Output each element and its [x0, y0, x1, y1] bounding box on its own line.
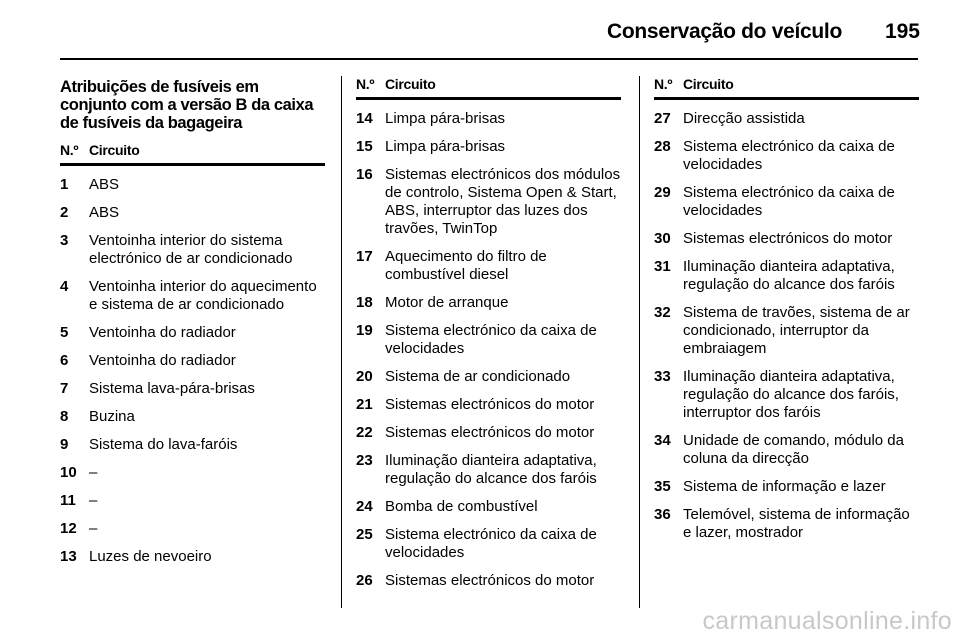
- fuse-circuit: –: [89, 464, 98, 481]
- table-row: [654, 368, 919, 422]
- table-row: [60, 520, 325, 538]
- fuse-circuit: Aquecimento do filtro de combustível diesel: [385, 248, 547, 283]
- table-row: [356, 396, 621, 414]
- fuse-circuit: Sistema electrónico da caixa de velocidades: [683, 184, 895, 219]
- header-number: N.º: [654, 76, 673, 92]
- table-row: [60, 492, 325, 510]
- fuse-circuit: Sistema electrónico da caixa de velocidades: [385, 322, 597, 357]
- fuse-number: 31: [654, 258, 671, 275]
- table-row: [60, 464, 325, 482]
- header-circuit: Circuito: [683, 76, 734, 92]
- column-2: [356, 76, 621, 590]
- fuse-circuit: ABS: [89, 176, 120, 193]
- table-row: [60, 380, 325, 398]
- page-number: 195: [884, 20, 920, 43]
- fuse-number: 7: [60, 380, 69, 397]
- fuse-number: 25: [356, 526, 373, 543]
- fuse-circuit: Sistema de informação e lazer: [683, 478, 886, 495]
- table-row: [60, 232, 325, 268]
- table-header: [356, 76, 621, 100]
- table-row: [654, 478, 919, 496]
- table-row: [654, 110, 919, 128]
- fuse-number: 21: [356, 396, 373, 413]
- fuse-circuit: Motor de arranque: [385, 294, 509, 311]
- fuse-number: 30: [654, 230, 671, 247]
- table-row: [356, 294, 621, 312]
- fuse-circuit: Telemóvel, sistema de informação e lazer, mostrador: [683, 506, 910, 541]
- fuse-number: 6: [60, 352, 69, 369]
- fuse-circuit: Sistemas electrónicos do motor: [683, 230, 893, 247]
- fuse-number: 3: [60, 232, 69, 249]
- fuse-number: 27: [654, 110, 671, 127]
- fuse-circuit: Luzes de nevoeiro: [89, 548, 212, 565]
- fuse-circuit: Ventoinha interior do sistema electrónico de ar condicionado: [89, 232, 293, 267]
- fuse-circuit: Sistemas electrónicos do motor: [385, 396, 595, 413]
- table-row: [654, 432, 919, 468]
- fuse-circuit: Sistemas electrónicos dos módulos de controlo, Sistema Open & Start, ABS, interruptor das luzes dos travões, TwinTop: [385, 166, 621, 237]
- fuse-circuit: Limpa pára-brisas: [385, 110, 506, 127]
- fuse-number: 28: [654, 138, 671, 155]
- table-row: [356, 498, 621, 516]
- fuse-number: 23: [356, 452, 373, 469]
- fuse-circuit: Limpa pára-brisas: [385, 138, 506, 155]
- header-number: N.º: [60, 142, 79, 158]
- table-row: [654, 258, 919, 294]
- fuse-number: 9: [60, 436, 69, 453]
- fuse-number: 1: [60, 176, 69, 193]
- table-row: [356, 322, 621, 358]
- table-row: [60, 278, 325, 314]
- fuse-number: 10: [60, 464, 77, 481]
- table-row: [654, 304, 919, 358]
- fuse-circuit: Sistema electrónico da caixa de velocidades: [385, 526, 597, 561]
- fuse-list: [356, 110, 621, 590]
- fuse-circuit: Buzina: [89, 408, 135, 425]
- table-row: [60, 408, 325, 426]
- table-row: [60, 324, 325, 342]
- fuse-number: 29: [654, 184, 671, 201]
- fuse-number: 24: [356, 498, 373, 515]
- fuse-number: 36: [654, 506, 671, 523]
- fuse-circuit: Sistema do lava-faróis: [89, 436, 238, 453]
- fuse-circuit: Sistema electrónico da caixa de velocidades: [683, 138, 895, 173]
- fuse-number: 34: [654, 432, 671, 449]
- fuse-number: 11: [60, 492, 76, 509]
- fuse-circuit: Sistema de ar condicionado: [385, 368, 571, 385]
- table-row: [654, 138, 919, 174]
- column-divider: [639, 76, 640, 608]
- section-title: Atribuições de fusíveis em conjunto com a versão B da caixa de fusíveis da bagageira: [60, 78, 314, 132]
- fuse-circuit: ABS: [89, 204, 120, 221]
- table-row: [356, 424, 621, 442]
- fuse-circuit: Sistema lava-pára-brisas: [89, 380, 255, 397]
- fuse-circuit: Sistemas electrónicos do motor: [385, 572, 595, 589]
- table-row: [356, 368, 621, 386]
- table-row: [356, 166, 621, 238]
- table-header: [60, 142, 325, 166]
- fuse-number: 18: [356, 294, 373, 311]
- column-1: [60, 76, 325, 566]
- fuse-circuit: Iluminação dianteira adaptativa, regulação do alcance dos faróis: [683, 258, 895, 293]
- table-row: [60, 436, 325, 454]
- table-row: [60, 548, 325, 566]
- table-row: [356, 248, 621, 284]
- fuse-circuit: –: [89, 492, 98, 509]
- fuse-number: 13: [60, 548, 77, 565]
- table-row: [60, 176, 325, 194]
- fuse-number: 5: [60, 324, 69, 341]
- table-row: [356, 572, 621, 590]
- fuse-number: 2: [60, 204, 69, 221]
- fuse-circuit: Iluminação dianteira adaptativa, regulação do alcance dos faróis, interruptor dos faróis: [683, 368, 899, 421]
- table-row: [356, 110, 621, 128]
- table-row: [356, 526, 621, 562]
- watermark: carmanualsonline.info: [702, 607, 952, 635]
- fuse-number: 4: [60, 278, 69, 295]
- fuse-number: 32: [654, 304, 671, 321]
- table-row: [356, 138, 621, 156]
- table-row: [60, 204, 325, 222]
- fuse-circuit: Ventoinha do radiador: [89, 324, 236, 341]
- fuse-list: [60, 176, 325, 566]
- table-row: [654, 184, 919, 220]
- fuse-circuit: Iluminação dianteira adaptativa, regulação do alcance dos faróis: [385, 452, 597, 487]
- fuse-number: 19: [356, 322, 373, 339]
- fuse-number: 15: [356, 138, 373, 155]
- table-row: [654, 230, 919, 248]
- column-divider: [341, 76, 342, 608]
- fuse-circuit: Unidade de comando, módulo da coluna da direcção: [683, 432, 904, 467]
- fuse-number: 16: [356, 166, 373, 183]
- fuse-number: 20: [356, 368, 373, 385]
- fuse-circuit: Bomba de combustível: [385, 498, 538, 515]
- fuse-number: 35: [654, 478, 671, 495]
- fuse-circuit: Ventoinha interior do aquecimento e sistema de ar condicionado: [89, 278, 317, 313]
- table-header: [654, 76, 919, 100]
- fuse-circuit: Direcção assistida: [683, 110, 805, 127]
- table-row: [356, 452, 621, 488]
- fuse-number: 14: [356, 110, 373, 127]
- fuse-number: 17: [356, 248, 373, 265]
- fuse-circuit: Sistemas electrónicos do motor: [385, 424, 595, 441]
- fuse-number: 12: [60, 520, 77, 537]
- column-3: [654, 76, 919, 542]
- fuse-number: 8: [60, 408, 69, 425]
- fuse-number: 26: [356, 572, 373, 589]
- table-row: [654, 506, 919, 542]
- fuse-number: 22: [356, 424, 373, 441]
- fuse-circuit: Sistema de travões, sistema de ar condicionado, interruptor da embraiagem: [683, 304, 910, 357]
- header-number: N.º: [356, 76, 375, 92]
- fuse-circuit: Ventoinha do radiador: [89, 352, 236, 369]
- table-row: [60, 352, 325, 370]
- fuse-list: [654, 110, 919, 542]
- fuse-circuit: –: [89, 520, 98, 537]
- page-title: Conservação do veículo: [607, 20, 842, 43]
- header-circuit: Circuito: [89, 142, 140, 158]
- header-divider: [60, 58, 918, 60]
- page-header: [0, 0, 960, 60]
- header-circuit: Circuito: [385, 76, 436, 92]
- fuse-number: 33: [654, 368, 671, 385]
